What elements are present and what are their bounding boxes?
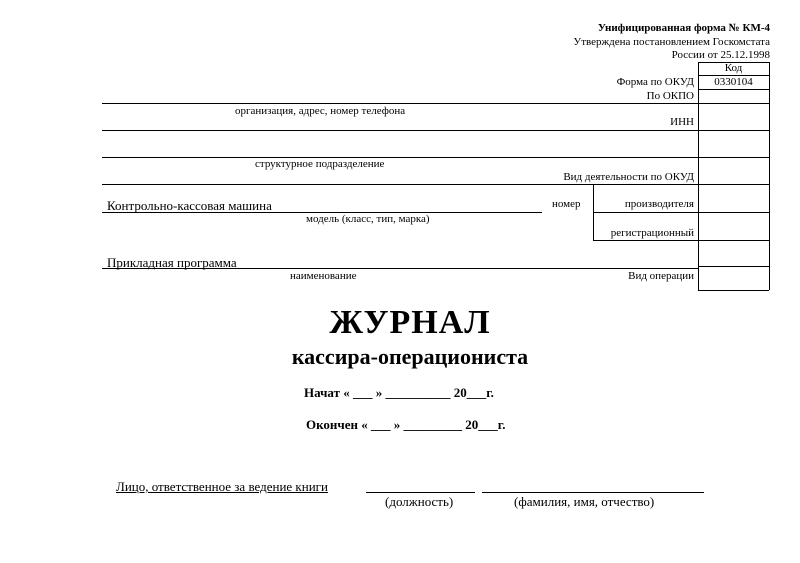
- registration-label: регистрационный: [610, 227, 694, 239]
- activity-label: Вид деятельности по ОКУД: [563, 171, 694, 183]
- inn-label: ИНН: [670, 116, 694, 128]
- program-line: [102, 268, 698, 269]
- kkm-caption: модель (класс, тип, марка): [306, 213, 430, 225]
- approved-text: Утверждена постановлением Госкомстата: [573, 36, 770, 48]
- division-line: [102, 157, 698, 158]
- ended-date: Окончен « ___ » _________ 20___г.: [306, 417, 506, 432]
- kkm-label: Контрольно-кассовая машина: [107, 198, 272, 213]
- page-subtitle: кассира-операциониста: [291, 344, 529, 369]
- page-title: ЖУРНАЛ: [329, 304, 491, 341]
- division-line-2: [102, 184, 698, 185]
- position-line: [366, 492, 475, 493]
- organization-line: [102, 103, 698, 104]
- name-caption: (фамилия, имя, отчество): [514, 494, 655, 509]
- okud-label: Форма по ОКУД: [616, 76, 694, 88]
- code-header: Код: [724, 62, 743, 74]
- position-caption: (должность): [385, 494, 454, 509]
- organization-caption: организация, адрес, номер телефона: [235, 105, 406, 117]
- division-caption: структурное подразделение: [255, 158, 385, 170]
- form-name: Унифицированная форма № КМ-4: [597, 22, 770, 34]
- program-caption: наименование: [290, 270, 357, 282]
- okud-code-cell: 0330104: [714, 76, 753, 88]
- responsible-label: Лицо, ответственное за ведение книги: [116, 479, 328, 494]
- name-line: [482, 492, 704, 493]
- okpo-label: По ОКПО: [646, 90, 694, 102]
- number-box-bottom: [593, 240, 698, 241]
- manufacturer-label: производителя: [624, 198, 694, 210]
- approved-date: России от 25.12.1998: [671, 49, 770, 61]
- operation-label: Вид операции: [628, 270, 694, 282]
- organization-line-2: [102, 130, 698, 131]
- started-date: Начат « ___ » __________ 20___г.: [304, 385, 494, 400]
- number-box-mid: [593, 212, 698, 213]
- number-label: номер: [552, 198, 581, 210]
- program-label: Прикладная программа: [107, 255, 237, 270]
